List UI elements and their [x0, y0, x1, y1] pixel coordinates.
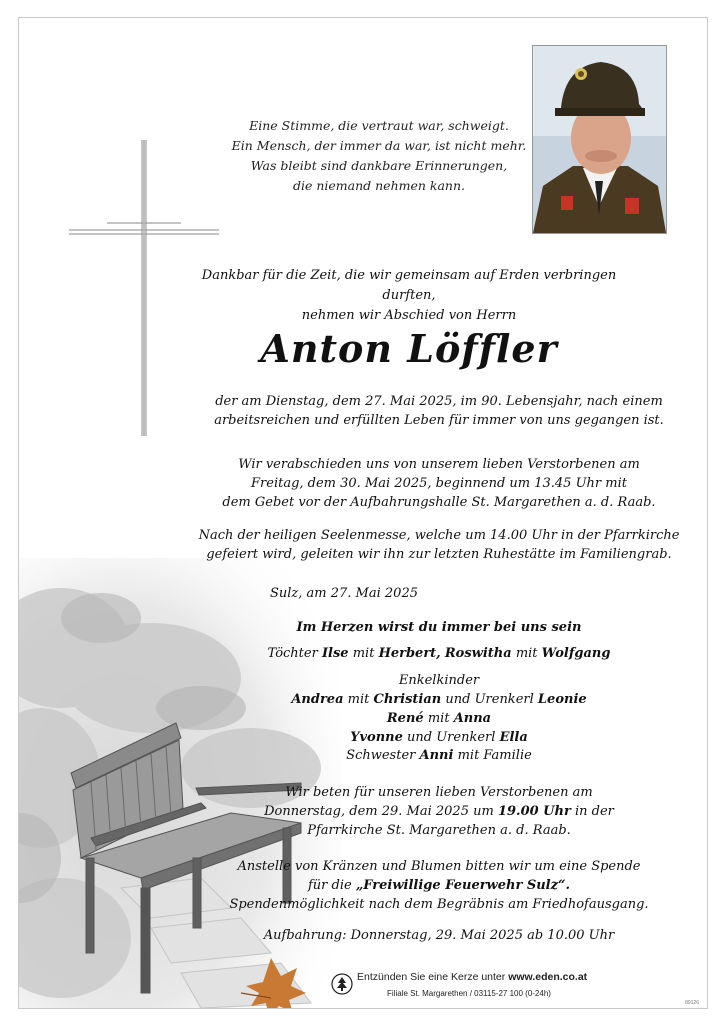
donation-line — [194, 876, 684, 895]
mass-line: gefeiert wird, geleiten wir ihn zur letzten Ruhestätte im Familiengrab. — [206, 547, 672, 562]
prayer-text-part: Donnerstag, dem 29. Mai 2025 um — [264, 804, 494, 819]
sister-name: Anni — [419, 748, 454, 763]
prayer-text — [194, 783, 684, 840]
candle-line — [357, 971, 587, 983]
donation-text — [194, 857, 684, 914]
partner-name: Herbert, — [378, 646, 441, 661]
branch-info: Filiale St. Margarethen / 03115-27 100 (0-24h) — [387, 989, 551, 998]
poem-line: Ein Mensch, der immer da war, ist nicht mehr. — [231, 138, 527, 153]
poem-line: die niemand nehmen kann. — [292, 178, 466, 193]
death-notice-line: der am Dienstag, dem 27. Mai 2025, im 90. Lebensjahr, nach einem — [215, 394, 663, 409]
farewell-text — [194, 455, 684, 512]
sister-suffix: mit Familie — [457, 748, 532, 763]
connector: mit — [352, 646, 375, 661]
candle-text: Entzünden Sie eine Kerze unter — [357, 971, 506, 983]
grandchildren-label: Enkelkinder — [398, 673, 480, 688]
document-code: 89126 — [685, 1000, 699, 1006]
partner-name: Anna — [453, 711, 492, 726]
connector: mit — [515, 646, 538, 661]
motto: Im Herzen wirst du immer bei uns sein — [296, 620, 582, 635]
death-notice-line: arbeitsreichen und erfüllten Leben für immer von uns gegangen ist. — [214, 413, 664, 428]
grandchildren-block — [194, 671, 684, 747]
sister-line — [194, 746, 684, 765]
intro-line: Dankbar für die Zeit, die wir gemeinsam auf Erden verbringen durften, — [201, 268, 617, 303]
donation-line: Spendenmöglichkeit nach dem Begräbnis am Friedhofausgang. — [229, 897, 649, 912]
sister-prefix: Schwester — [346, 748, 416, 763]
poem — [229, 116, 529, 196]
grandchild-name: René — [386, 711, 424, 726]
grandchild-line — [194, 709, 684, 728]
prayer-line: Pfarrkirche St. Margarethen a. d. Raab. — [307, 823, 571, 838]
daughter-name: Ilse — [321, 646, 349, 661]
obituary-card — [18, 17, 708, 1009]
connector: mit — [347, 692, 370, 707]
viewing-text: Aufbahrung: Donnerstag, 29. Mai 2025 ab 10.00 Uhr — [263, 928, 615, 943]
farewell-line: Wir verabschieden uns von unserem lieben Verstorbenen am — [238, 457, 640, 472]
mass-text — [194, 526, 684, 564]
eden-link[interactable]: www.eden.co.at — [508, 971, 588, 983]
great-grandchild-name: Ella — [499, 730, 528, 745]
daughters-line — [194, 644, 684, 663]
daughter-name: Roswitha — [444, 646, 512, 661]
grandchild-line — [194, 690, 684, 709]
deceased-name: Anton Löffler — [260, 326, 558, 371]
place-date: Sulz, am 27. Mai 2025 — [269, 586, 418, 601]
intro-line: nehmen wir Abschied von Herrn — [301, 308, 517, 323]
prayer-text-part: in der — [574, 804, 614, 819]
donation-recipient: „Freiwillige Feuerwehr Sulz“. — [355, 878, 571, 893]
poem-line: Was bleibt sind dankbare Erinnerungen, — [250, 158, 508, 173]
grandchild-name: Yvonne — [350, 730, 403, 745]
prayer-line: Wir beten für unseren lieben Verstorbenen am — [285, 785, 593, 800]
connector: mit — [427, 711, 450, 726]
daughters-prefix: Töchter — [267, 646, 318, 661]
connector: und Urenkerl — [407, 730, 496, 745]
partner-name: Christian — [373, 692, 442, 707]
farewell-line: dem Gebet vor der Aufbahrungshalle St. Margarethen a. d. Raab. — [222, 495, 656, 510]
prayer-line — [194, 802, 684, 821]
poem-line: Eine Stimme, die vertraut war, schweigt. — [249, 118, 509, 133]
donation-line: Anstelle von Kränzen und Blumen bitten wir um eine Spende — [237, 859, 641, 874]
portrait-photo — [532, 45, 667, 234]
connector: und Urenkerl — [445, 692, 534, 707]
prayer-time: 19.00 Uhr — [497, 804, 571, 819]
intro-text — [179, 266, 639, 326]
eden-tree-logo-icon — [331, 973, 353, 995]
grandchild-name: Andrea — [291, 692, 344, 707]
death-notice — [194, 392, 684, 430]
great-grandchild-name: Leonie — [537, 692, 587, 707]
donation-text-part: für die — [307, 878, 352, 893]
mass-line: Nach der heiligen Seelenmesse, welche um 14.00 Uhr in der Pfarrkirche — [198, 528, 680, 543]
farewell-line: Freitag, dem 30. Mai 2025, beginnend um 13.45 Uhr mit — [251, 476, 627, 491]
partner-name: Wolfgang — [541, 646, 611, 661]
grandchild-line — [194, 728, 684, 747]
